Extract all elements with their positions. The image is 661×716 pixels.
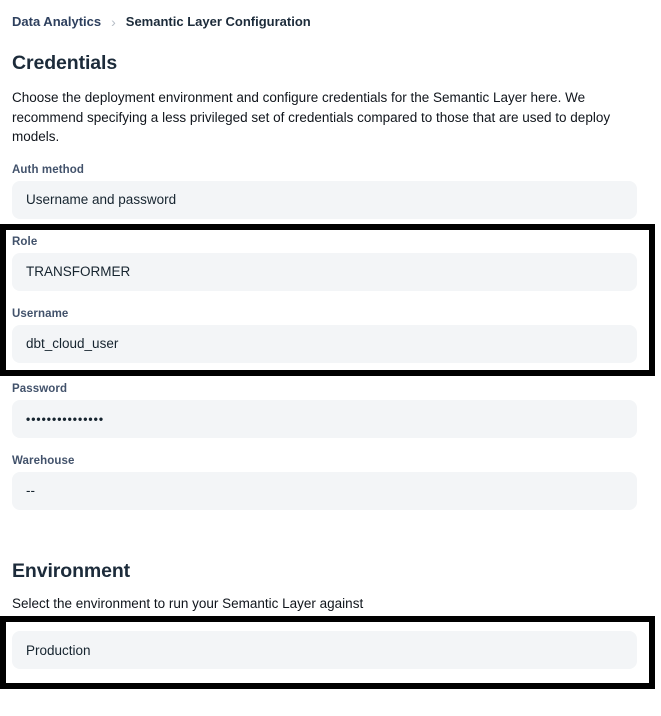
- annotation-box-environment: [0, 616, 655, 689]
- breadcrumb-item-data-analytics[interactable]: Data Analytics: [12, 14, 102, 29]
- role-label: Role: [12, 235, 38, 248]
- environment-title: Environment: [12, 559, 131, 582]
- chevron-right-icon: ›: [111, 13, 116, 30]
- password-input[interactable]: •••••••••••••••: [12, 400, 637, 438]
- warehouse-label: Warehouse: [12, 454, 75, 467]
- username-input[interactable]: dbt_cloud_user: [12, 325, 637, 363]
- environment-select[interactable]: Production: [12, 631, 637, 669]
- warehouse-field: [12, 455, 637, 510]
- annotation-box-role-username: [0, 224, 655, 376]
- password-field: [12, 383, 637, 438]
- breadcrumb-item-semantic-layer-configuration: Semantic Layer Configuration: [125, 14, 311, 29]
- username-label: Username: [12, 307, 69, 320]
- username-field: [12, 308, 637, 363]
- auth-method-field: [12, 164, 637, 219]
- auth-method-label: Auth method: [12, 163, 85, 176]
- auth-method-select[interactable]: Username and password: [12, 181, 637, 219]
- credentials-title: Credentials: [12, 52, 118, 74]
- environment-section: [12, 560, 637, 690]
- breadcrumb: [12, 14, 637, 29]
- password-label: Password: [12, 382, 68, 395]
- role-field: [12, 236, 637, 291]
- credentials-section: [12, 52, 637, 510]
- environment-description: Select the environment to run your Semantic Layer against: [12, 595, 364, 611]
- credentials-description: Choose the deployment environment and configure credentials for the Semantic Layer here. We recommend specifying a less privileged set of credentials compared to those that are used to deploy models.: [12, 90, 611, 144]
- warehouse-input[interactable]: --: [12, 472, 637, 510]
- role-input[interactable]: TRANSFORMER: [12, 253, 637, 291]
